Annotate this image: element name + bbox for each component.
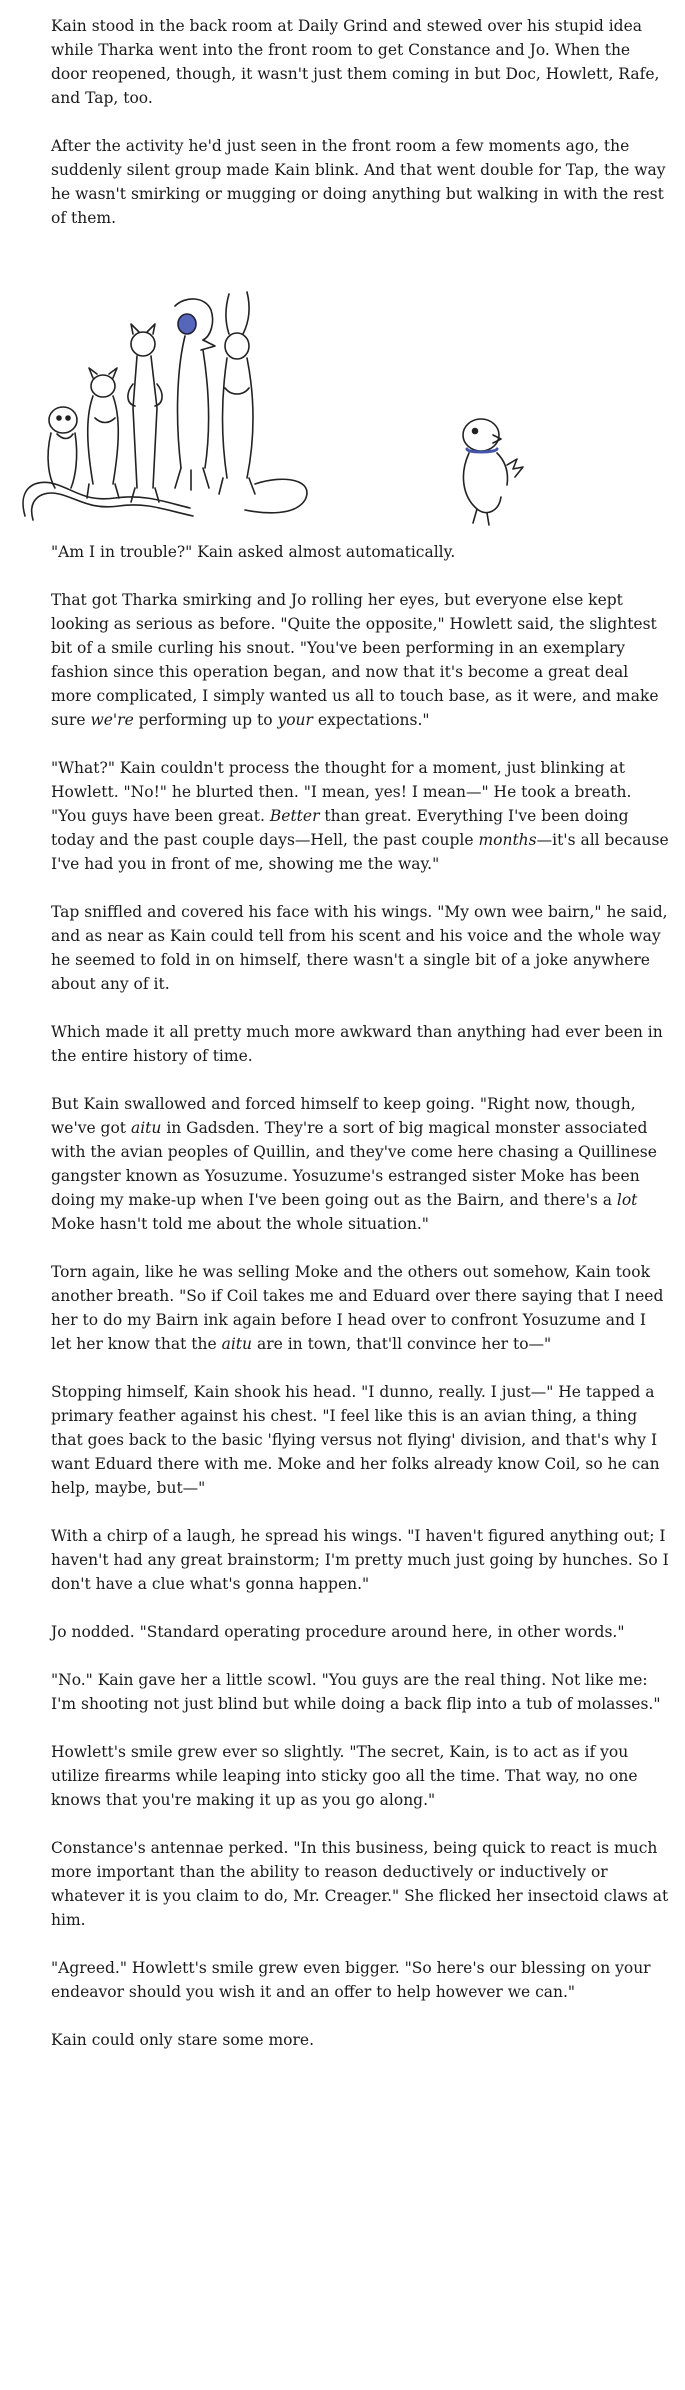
p8-italic-1: aitu (130, 1119, 162, 1137)
p4-text-b: performing up to (133, 711, 278, 729)
p8-text-a: But Kain swallowed and forced himself to keep going. "Right now, though, we've got (51, 1095, 636, 1137)
p4-italic-1: we're (90, 711, 134, 729)
paragraph-16: "Agreed." Howlett's smile grew even bigger. "So here's our blessing on your endeavor should you wish it and an offer to help however we can." (51, 1959, 651, 2001)
group-illustration (15, 288, 390, 528)
p8-text-b: in Gadsden. They're a sort of big magical monster associated with the avian peoples of Quillin, and they've come here chasing a Quillinese gangster known as Yosuzume. Yosuzume's estranged sister Moke has been doing my make-up when I've been going out as the Bairn, and there's a (51, 1119, 657, 1209)
p5-italic-2: months (478, 831, 537, 849)
paragraph-12: Jo nodded. "Standard operating procedure around here, in other words." (51, 1623, 625, 1641)
p8-text-c: Moke hasn't told me about the whole situation." (51, 1215, 429, 1233)
paragraph-8 (51, 1092, 671, 1236)
paragraph-9 (51, 1260, 671, 1356)
p4-text-a: That got Tharka smirking and Jo rolling her eyes, but everyone else kept looking as serious as before. "Quite the opposite," Howlett said, the slightest bit of a smile curling his snout. "You've been performing in an exemplary fashion since this operation began, and now that it's become a great deal more complicated, I simply wanted us all to touch base, as it were, and make sure (51, 591, 659, 729)
p8-italic-2: lot (616, 1191, 638, 1209)
p9-text-b: are in town, that'll convince her to—" (252, 1335, 552, 1353)
paragraph-4 (51, 588, 671, 732)
paragraph-6: Tap sniffled and covered his face with his wings. "My own wee bairn," he said, and as near as Kain could tell from his scent and his voice and the whole way he seemed to fold in on himself, there wasn't a single bit of a joke anywhere about any of it. (51, 903, 668, 993)
paragraph-10: Stopping himself, Kain shook his head. "I dunno, really. I just—" He tapped a primary feather against his chest. "I feel like this is an avian thing, a thing that goes back to the basic 'flying versus not flying' division, and that's why I want Eduard there with me. Moke and her folks already know Coil, so he can help, maybe, but—" (51, 1383, 660, 1497)
p4-text-c: expectations." (312, 711, 430, 729)
story-top (51, 0, 671, 254)
p5-text-b: than great. Everything I've been doing today and the past couple days—Hell, the past couple (51, 807, 629, 849)
p5-text-a: "What?" Kain couldn't process the thought for a moment, just blinking at Howlett. "No!" he blurted then. "I mean, yes! I mean—" He took a breath. "You guys have been great. (51, 759, 632, 825)
p9-italic-1: aitu (221, 1335, 253, 1353)
paragraph-17: Kain could only stare some more. (51, 2031, 315, 2049)
bird-illustration (447, 405, 527, 535)
paragraph-2: After the activity he'd just seen in the front room a few moments ago, the suddenly silent group made Kain blink. And that went double for Tap, the way he wasn't smirking or mugging or doing anything but walking in with the rest of them. (51, 137, 666, 227)
paragraph-7: Which made it all pretty much more awkward than anything had ever been in the entire history of time. (51, 1023, 663, 1065)
paragraph-5 (51, 756, 671, 876)
p4-italic-2: your (277, 711, 313, 729)
paragraph-13: "No." Kain gave her a little scowl. "You guys are the real thing. Not like me: I'm shooting not just blind but while doing a back flip into a tub of molasses." (51, 1671, 661, 1713)
paragraph-15: Constance's antennae perked. "In this business, being quick to react is much more important than the ability to reason deductively or inductively or whatever it is you claim to do, Mr. Creager." She flicked her insectoid claws at him. (51, 1839, 669, 1929)
paragraph-11: With a chirp of a laugh, he spread his wings. "I haven't figured anything out; I haven't had any great brainstorm; I'm pretty much just going by hunches. So I don't have a clue what's gonna happen." (51, 1527, 669, 1593)
p5-italic-1: Better (269, 807, 320, 825)
paragraph-3: "Am I in trouble?" Kain asked almost automatically. (51, 543, 456, 561)
p9-text-a: Torn again, like he was selling Moke and the others out somehow, Kain took another breath. "So if Coil takes me and Eduard over there saying that I need her to do my Bairn ink again before I head over to confront Yosuzume and I let her know that the (51, 1263, 664, 1353)
paragraph-1: Kain stood in the back room at Daily Grind and stewed over his stupid idea while Tharka went into the front room to get Constance and Jo. When the door reopened, though, it wasn't just them coming in but Doc, Howlett, Rafe, and Tap, too. (51, 17, 660, 107)
p5-text-c: —it's all because I've had you in front of me, showing me the way." (51, 831, 669, 873)
paragraph-14: Howlett's smile grew ever so slightly. "The secret, Kain, is to act as if you utilize firearms while leaping into sticky goo all the time. That way, no one knows that you're making it up as you go along." (51, 1743, 638, 1809)
story-bottom (51, 540, 671, 2076)
